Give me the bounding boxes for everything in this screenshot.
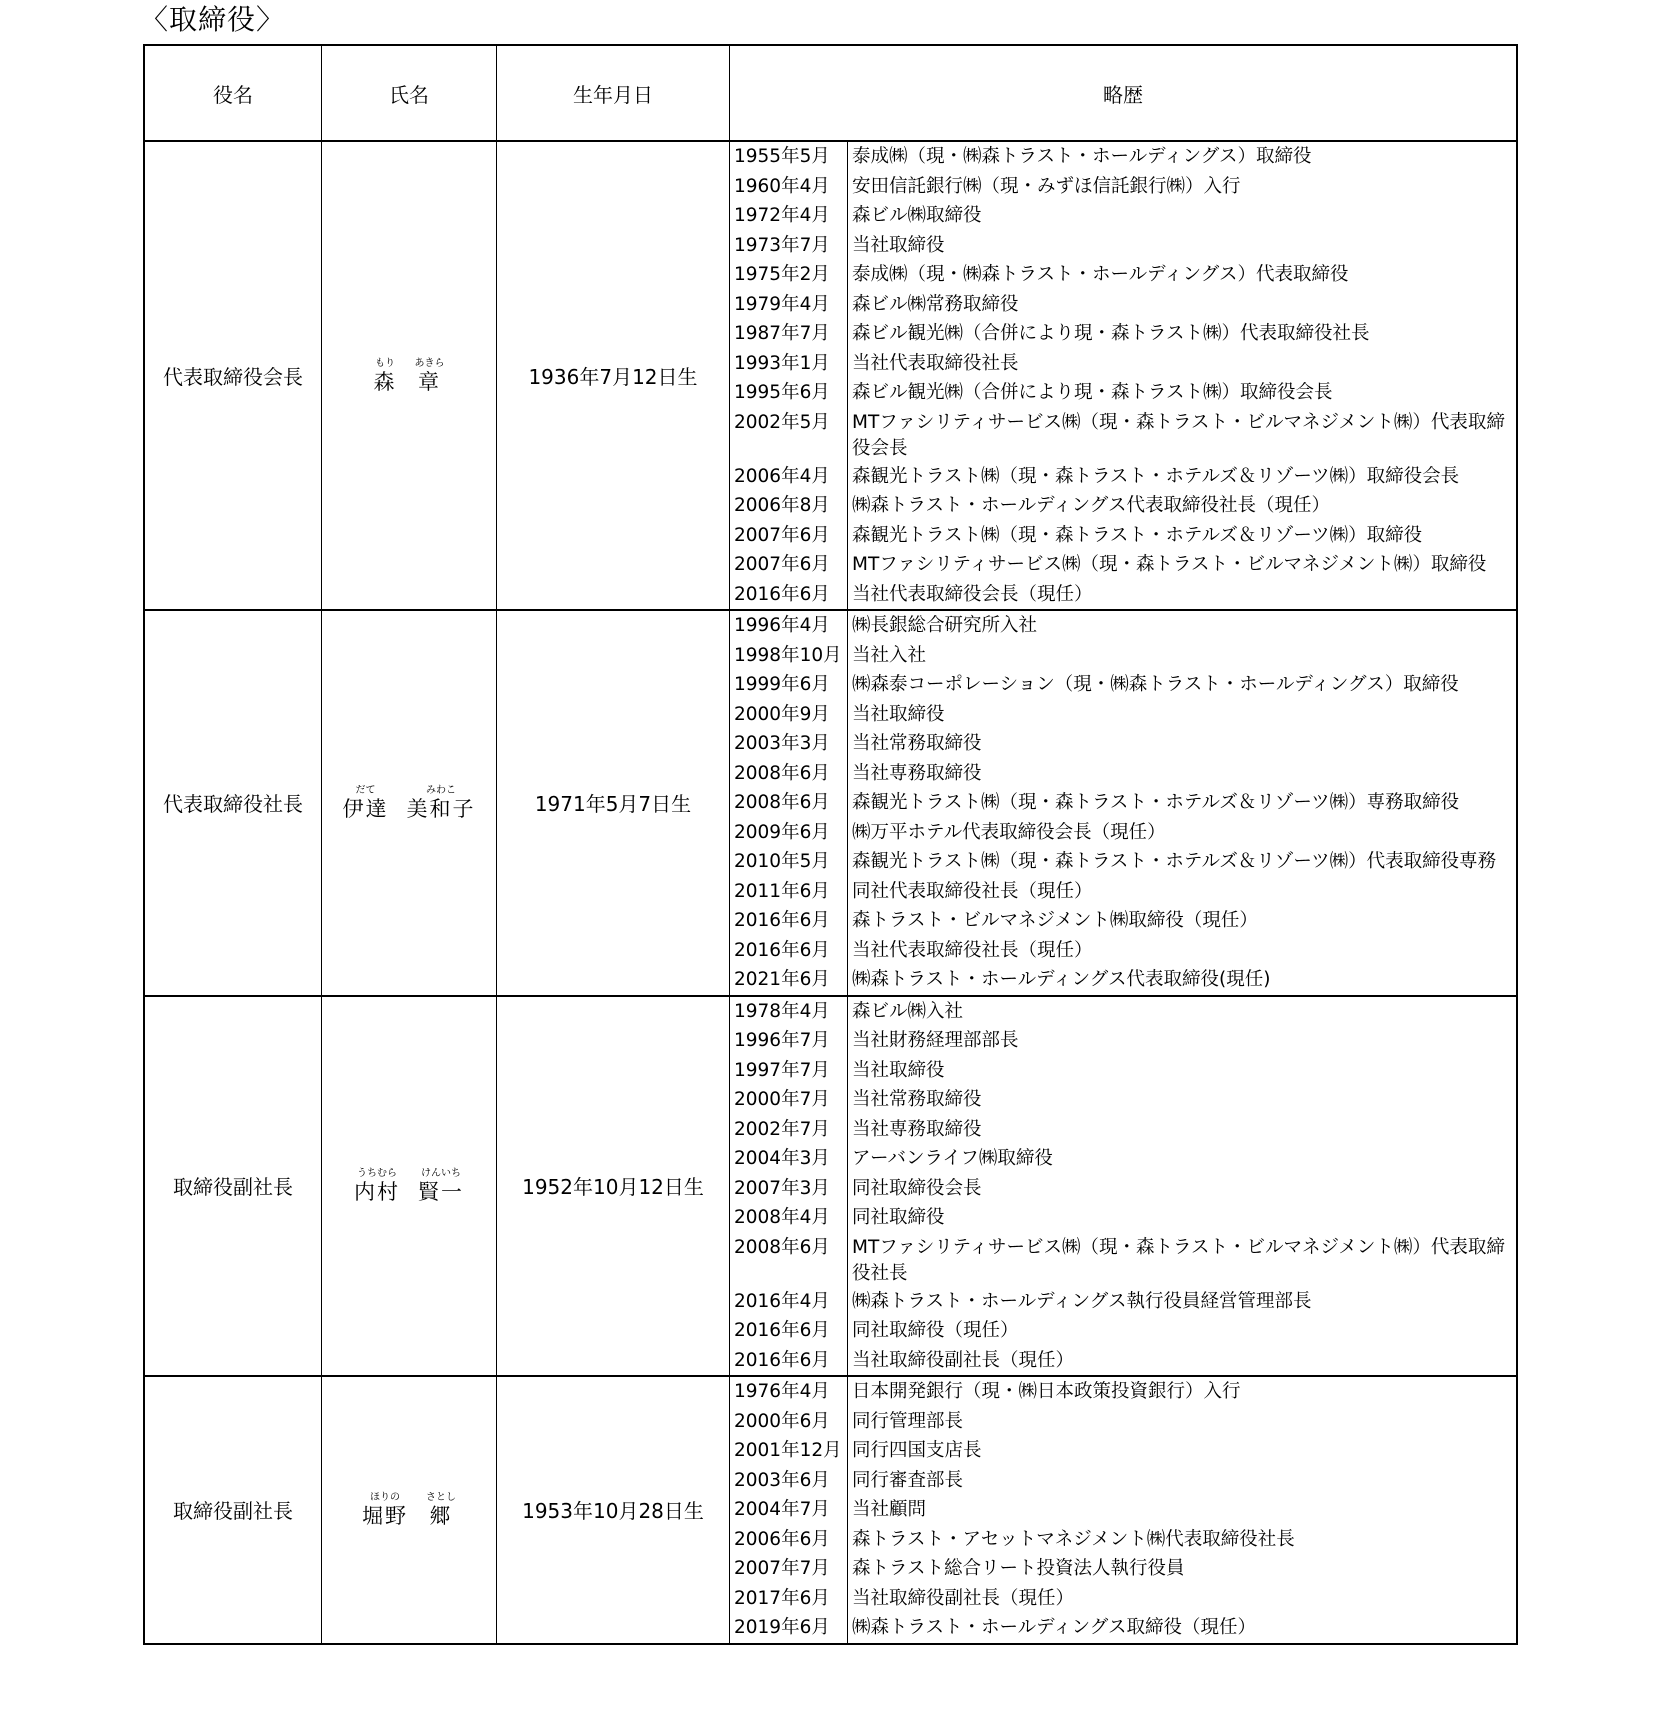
career-item (730, 965, 1516, 995)
career-description: 同行四国支店長 (852, 1440, 982, 1461)
career-date: 2007年6月 (730, 521, 848, 551)
career-item (730, 1495, 1516, 1525)
career-description: 同行審査部長 (852, 1469, 964, 1491)
career-date: 2004年3月 (730, 1144, 848, 1174)
career-item (730, 491, 1516, 521)
career-date: 2007年3月 (730, 1174, 848, 1204)
career-description: 森ビル㈱常務取締役 (852, 293, 1019, 315)
career-description: 同社取締役 (852, 1207, 945, 1228)
career-item (730, 877, 1516, 907)
career-date: 2002年5月 (730, 408, 848, 462)
career-description: 日本開発銀行（現・㈱日本政策投資銀行）入行 (852, 1381, 1241, 1402)
career-item (730, 408, 1516, 462)
career-item (730, 1316, 1516, 1346)
career-date: 2000年6月 (730, 1407, 848, 1437)
career-description: 当社専務取締役 (852, 1118, 982, 1140)
name-part (415, 358, 445, 394)
career-item (730, 1346, 1516, 1376)
name-kanji: 郷 (429, 1503, 453, 1528)
career-date: 2016年6月 (730, 580, 848, 610)
name-part (354, 1168, 400, 1204)
career-description: 森観光トラスト㈱（現・森トラスト・ホテルズ＆リゾーツ㈱）取締役 (852, 524, 1423, 546)
career-description: 安田信託銀行㈱（現・みずほ信託銀行㈱）入行 (852, 175, 1241, 197)
career-item (730, 201, 1516, 231)
name-cell (322, 997, 497, 1376)
career-date: 2008年6月 (730, 1233, 848, 1287)
career-item (730, 847, 1516, 877)
career-item (730, 729, 1516, 759)
name-kanji: 伊達 (342, 796, 389, 821)
name-kanji: 森 (373, 369, 397, 394)
name-cell (322, 142, 497, 609)
career-description: 泰成㈱（現・㈱森トラスト・ホールディングス）代表取締役 (852, 264, 1349, 285)
career-date: 2009年6月 (730, 818, 848, 848)
career-item (730, 1085, 1516, 1115)
career-description: ㈱万平ホテル代表取締役会長（現任） (852, 821, 1166, 843)
career-item (730, 641, 1516, 671)
name-ruby: だて (355, 784, 376, 796)
name-part (343, 785, 389, 821)
career-date: 1997年7月 (730, 1056, 848, 1086)
career-item (730, 550, 1516, 580)
career-description: 当社代表取締役社長（現任） (852, 939, 1093, 961)
career-description: 当社常務取締役 (852, 733, 982, 754)
name-ruby: みわこ (426, 784, 456, 796)
career-date: 2016年6月 (730, 936, 848, 966)
career-item (730, 788, 1516, 818)
table-row (145, 142, 1516, 611)
career-date: 2008年6月 (730, 788, 848, 818)
career-date: 1998年10月 (730, 641, 848, 671)
name-kanji: 章 (418, 369, 441, 394)
name-kanji: 内村 (354, 1179, 400, 1204)
career-item (730, 142, 1516, 172)
career-date: 1975年2月 (730, 260, 848, 290)
career-item (730, 462, 1516, 492)
section-title: 〈取締役〉 (140, 3, 286, 36)
career-date: 1993年1月 (730, 349, 848, 379)
role-cell: 取締役副社長 (145, 1377, 322, 1643)
career-description: 当社取締役 (852, 703, 945, 725)
career-date: 1987年7月 (730, 319, 848, 349)
role-cell: 代表取締役社長 (145, 611, 322, 995)
career-description: 当社取締役 (852, 234, 945, 256)
table-row (145, 1377, 1516, 1643)
career-date: 2008年6月 (730, 759, 848, 789)
career-item (730, 997, 1516, 1027)
career-date: 2000年9月 (730, 700, 848, 730)
role-cell: 代表取締役会長 (145, 142, 322, 609)
career-description: アーバンライフ㈱取締役 (852, 1148, 1053, 1169)
table-body (145, 142, 1516, 1643)
header-name: 氏名 (322, 46, 497, 140)
career-date: 1960年4月 (730, 172, 848, 202)
career-date: 2016年6月 (730, 1346, 848, 1376)
career-description: 当社常務取締役 (852, 1089, 982, 1110)
career-description: 同社取締役（現任） (852, 1320, 1019, 1341)
career-description: 森ビル㈱取締役 (852, 205, 982, 226)
career-date: 2001年12月 (730, 1436, 848, 1466)
name-part (418, 1168, 464, 1204)
career-description: 森観光トラスト㈱（現・森トラスト・ホテルズ＆リゾーツ㈱）代表取締役専務 (852, 851, 1497, 872)
career-description: MTファシリティサービス㈱（現・森トラスト・ビルマネジメント㈱）代表取締役社長 (852, 1236, 1505, 1284)
table-row (145, 611, 1516, 997)
career-item (730, 231, 1516, 261)
career-date: 2002年7月 (730, 1115, 848, 1145)
career-description: ㈱森トラスト・ホールディングス執行役員経営管理部長 (852, 1290, 1312, 1312)
career-description: ㈱森トラスト・ホールディングス代表取締役(現任) (852, 969, 1271, 990)
career-date: 1972年4月 (730, 201, 848, 231)
career-item (730, 172, 1516, 202)
name-cell (322, 611, 497, 995)
career-item (730, 1554, 1516, 1584)
career-date: 2007年6月 (730, 550, 848, 580)
career-item (730, 1144, 1516, 1174)
career-description: MTファシリティサービス㈱（現・森トラスト・ビルマネジメント㈱）代表取締役会長 (852, 411, 1505, 459)
name-part (362, 1492, 408, 1528)
career-item (730, 521, 1516, 551)
name-ruby: さとし (426, 1491, 456, 1503)
career-description: MTファシリティサービス㈱（現・森トラスト・ビルマネジメント㈱）取締役 (852, 554, 1487, 575)
career-description: 森ビル観光㈱（合併により現・森トラスト㈱）代表取締役社長 (852, 323, 1370, 344)
career-description: 同社代表取締役社長（現任） (852, 880, 1093, 902)
career-item (730, 1613, 1516, 1643)
career-item (730, 1203, 1516, 1233)
career-item (730, 290, 1516, 320)
career-item (730, 1377, 1516, 1407)
career-description: 森トラスト・アセットマネジメント㈱代表取締役社長 (852, 1528, 1295, 1550)
career-date: 2006年4月 (730, 462, 848, 492)
name-ruby: もり (375, 357, 395, 369)
career-item (730, 378, 1516, 408)
name-part (374, 358, 397, 394)
career-description: 当社取締役副社長（現任） (852, 1349, 1075, 1371)
career-date: 2011年6月 (730, 877, 848, 907)
name-part (407, 785, 476, 821)
career-item (730, 1115, 1516, 1145)
career-item (730, 1407, 1516, 1437)
career-item (730, 1466, 1516, 1496)
career-description: 同社取締役会長 (852, 1177, 982, 1199)
birth-cell: 1952年10月12日生 (497, 997, 730, 1376)
name-part (426, 1492, 456, 1528)
career-item (730, 611, 1516, 641)
career-date: 2010年5月 (730, 847, 848, 877)
career-date: 2016年4月 (730, 1287, 848, 1317)
career-description: 当社代表取締役会長（現任） (852, 583, 1093, 605)
table-row (145, 997, 1516, 1378)
name-kanji: 美和子 (406, 796, 476, 821)
career-date: 2003年6月 (730, 1466, 848, 1496)
directors-table (143, 44, 1518, 1645)
career-description: 当社入社 (852, 644, 927, 666)
career-item (730, 1436, 1516, 1466)
career-item (730, 260, 1516, 290)
table-header (145, 46, 1516, 142)
career-date: 2019年6月 (730, 1613, 848, 1643)
name-cell (322, 1377, 497, 1643)
name-ruby: あきら (414, 357, 445, 369)
career-item (730, 936, 1516, 966)
career-date: 2016年6月 (730, 906, 848, 936)
career-item (730, 1233, 1516, 1287)
career-description: 同行管理部長 (852, 1410, 964, 1432)
career-date: 2017年6月 (730, 1584, 848, 1614)
career-description: 森観光トラスト㈱（現・森トラスト・ホテルズ＆リゾーツ㈱）専務取締役 (852, 792, 1460, 813)
name-ruby: けんいち (421, 1167, 461, 1179)
header-birth: 生年月日 (497, 46, 730, 140)
role-cell: 取締役副社長 (145, 997, 322, 1376)
career-date: 2006年6月 (730, 1525, 848, 1555)
career-date: 1999年6月 (730, 670, 848, 700)
career-date: 2004年7月 (730, 1495, 848, 1525)
name-ruby: うちむら (357, 1167, 397, 1179)
career-cell (730, 1377, 1516, 1643)
career-date: 1996年4月 (730, 611, 848, 641)
career-item (730, 700, 1516, 730)
career-date: 1979年4月 (730, 290, 848, 320)
career-date: 2006年8月 (730, 491, 848, 521)
career-item (730, 1056, 1516, 1086)
name-kanji: 堀野 (362, 1503, 408, 1528)
career-date: 2016年6月 (730, 1316, 848, 1346)
career-date: 2008年4月 (730, 1203, 848, 1233)
career-description: 森トラスト・ビルマネジメント㈱取締役（現任） (852, 910, 1258, 931)
career-date: 2003年3月 (730, 729, 848, 759)
career-description: ㈱森トラスト・ホールディングス取締役（現任） (852, 1617, 1257, 1638)
career-item (730, 759, 1516, 789)
career-cell (730, 611, 1516, 995)
career-cell (730, 142, 1516, 609)
career-date: 1955年5月 (730, 142, 848, 172)
career-item (730, 1174, 1516, 1204)
career-description: 当社取締役副社長（現任） (852, 1587, 1075, 1609)
career-description: 森観光トラスト㈱（現・森トラスト・ホテルズ＆リゾーツ㈱）取締役会長 (852, 465, 1460, 487)
career-item (730, 580, 1516, 610)
career-description: 当社顧問 (852, 1499, 927, 1520)
career-description: 当社取締役 (852, 1059, 945, 1081)
career-date: 2021年6月 (730, 965, 848, 995)
career-description: ㈱長銀総合研究所入社 (852, 615, 1038, 636)
career-date: 1995年6月 (730, 378, 848, 408)
career-description: 森トラスト総合リート投資法人執行役員 (852, 1558, 1185, 1579)
name-kanji: 賢一 (418, 1179, 464, 1204)
career-item (730, 818, 1516, 848)
header-role: 役名 (145, 46, 322, 140)
birth-cell: 1936年7月12日生 (497, 142, 730, 609)
career-item (730, 319, 1516, 349)
career-date: 2000年7月 (730, 1085, 848, 1115)
career-item (730, 906, 1516, 936)
career-item (730, 1026, 1516, 1056)
career-item (730, 349, 1516, 379)
career-description: 当社代表取締役社長 (852, 352, 1019, 374)
career-description: ㈱森トラスト・ホールディングス代表取締役社長（現任） (852, 495, 1331, 516)
career-date: 1978年4月 (730, 997, 848, 1027)
career-date: 1973年7月 (730, 231, 848, 261)
birth-cell: 1971年5月7日生 (497, 611, 730, 995)
career-description: 泰成㈱（現・㈱森トラスト・ホールディングス）取締役 (852, 146, 1312, 167)
birth-cell: 1953年10月28日生 (497, 1377, 730, 1643)
career-item (730, 1525, 1516, 1555)
career-date: 2007年7月 (730, 1554, 848, 1584)
career-description: 当社財務経理部部長 (852, 1030, 1019, 1051)
header-career: 略歴 (1103, 82, 1143, 107)
career-item (730, 1287, 1516, 1317)
career-date: 1976年4月 (730, 1377, 848, 1407)
career-item (730, 670, 1516, 700)
career-item (730, 1584, 1516, 1614)
career-description: 森ビル観光㈱（合併により現・森トラスト㈱）取締役会長 (852, 382, 1333, 403)
career-date: 1996年7月 (730, 1026, 848, 1056)
name-ruby: ほりの (370, 1491, 400, 1503)
career-description: 森ビル㈱入社 (852, 1000, 964, 1022)
career-cell (730, 997, 1516, 1376)
career-description: 当社専務取締役 (852, 762, 982, 784)
career-description: ㈱森泰コーポレーション（現・㈱森トラスト・ホールディングス）取締役 (852, 674, 1459, 695)
